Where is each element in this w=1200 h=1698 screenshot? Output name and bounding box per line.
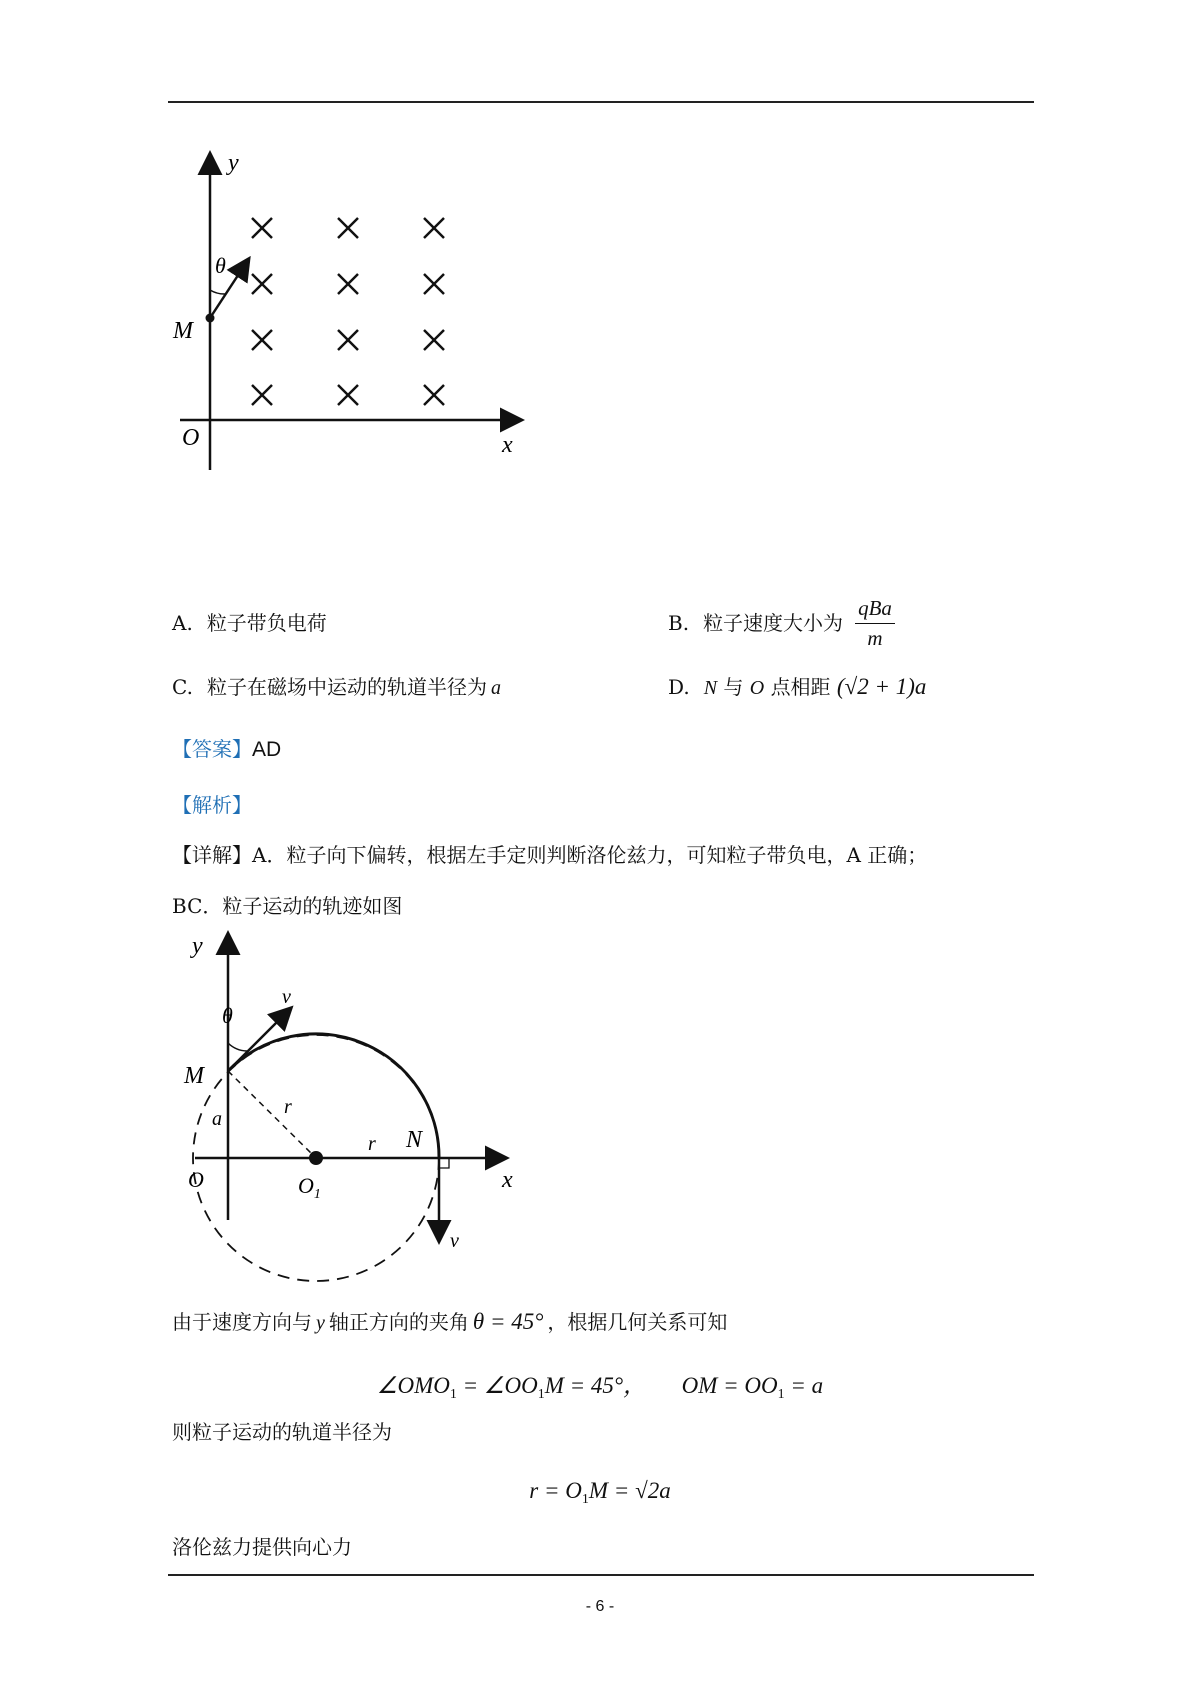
speed-line-post: ，根据几何关系可知 (547, 1310, 728, 1334)
eq1-sub-a: 1 (449, 1387, 457, 1402)
v-bottom-label: v (450, 1230, 459, 1252)
point-m-label: M (173, 318, 193, 344)
option-c-var: a (490, 677, 501, 699)
lorentz-line: 洛伦兹力提供向心力 (172, 1535, 352, 1559)
eq1-part3: M = 45°， (544, 1373, 647, 1398)
option-d-n: N (703, 677, 718, 699)
figure-trajectory (180, 925, 540, 1295)
answer-line (172, 737, 281, 762)
eq1-part4: OM = OO (681, 1373, 778, 1398)
a-label: a (212, 1108, 222, 1130)
page-number: - 6 - (585, 1598, 615, 1615)
speed-line-mid: 轴正方向的夹角 (328, 1310, 469, 1334)
detail-line-2: BC．粒子运动的轨迹如图 (172, 894, 403, 918)
option-b-prefix: B. (668, 611, 690, 635)
right-angle-mark (439, 1158, 449, 1168)
eq1-sub-b: 1 (537, 1387, 545, 1402)
bottom-rule (168, 1574, 1034, 1576)
option-c-text: 粒子在磁场中运动的轨道半径为 (206, 675, 487, 699)
option-a-prefix: A. (172, 611, 193, 635)
r-label-axis: r (368, 1133, 376, 1155)
option-a (172, 611, 327, 635)
eq1-part2: = ∠OO (456, 1373, 538, 1398)
answer-label: 【答案】 (172, 737, 252, 761)
option-d (668, 675, 926, 700)
option-b-fraction (855, 596, 895, 651)
center-o1 (309, 1151, 323, 1165)
top-rule (168, 101, 1034, 103)
eq1-sub-c: 1 (777, 1387, 785, 1402)
option-b-text: 粒子速度大小为 (703, 611, 844, 635)
v-top-label: v (282, 986, 291, 1008)
point-n-label: N (406, 1127, 423, 1153)
option-c (172, 675, 501, 700)
option-c-prefix: C. (172, 675, 193, 699)
speed-line (172, 1310, 727, 1335)
y-axis-label: y (228, 150, 239, 176)
option-d-o: O (749, 677, 765, 699)
detail-line-1: 【详解】A．粒子向下偏转，根据左手定则判断洛伦兹力，可知粒子带负电，A 正确； (172, 843, 928, 867)
equation-1 (0, 1367, 1200, 1403)
option-d-formula: (√2 + 1)a (836, 674, 927, 699)
angle-arc (210, 290, 226, 294)
theta-label: θ (222, 1003, 233, 1028)
answer-value: AD (252, 738, 282, 761)
angle-arc (228, 1043, 247, 1051)
fraction-denominator: m (867, 626, 883, 650)
y-axis-label: y (192, 933, 203, 959)
option-d-mid: 与 (723, 675, 744, 699)
x-axis-label: x (502, 1167, 513, 1193)
origin-label: O (182, 425, 200, 451)
eq1-part1: ∠OMO (376, 1373, 450, 1398)
origin-label: O (188, 1167, 204, 1192)
eq2-a: r = O (529, 1478, 582, 1503)
r-label-diag: r (284, 1096, 292, 1118)
speed-line-y: y (316, 1312, 325, 1334)
field-crosses (252, 218, 444, 405)
fraction-numerator: qBa (858, 596, 892, 620)
x-axis-label: x (502, 432, 513, 458)
point-m-label: M (184, 1063, 204, 1089)
eq1-part5: = a (784, 1373, 824, 1398)
radius-dashed (228, 1071, 316, 1158)
eq2-b: M = √2a (588, 1478, 671, 1503)
option-a-text: 粒子带负电荷 (206, 611, 327, 635)
figure-magnetic-field (170, 140, 570, 500)
option-d-text: 点相距 (770, 675, 831, 699)
eq2-sub: 1 (581, 1492, 589, 1507)
option-b (668, 611, 843, 635)
speed-line-eq: θ = 45° (472, 1309, 544, 1334)
radius-line: 则粒子运动的轨道半径为 (172, 1420, 392, 1444)
theta-label: θ (215, 253, 226, 278)
analysis-label: 【解析】 (172, 793, 252, 817)
option-d-prefix: D. (668, 675, 690, 699)
speed-line-pre: 由于速度方向与 (172, 1310, 312, 1334)
equation-2 (0, 1478, 1200, 1508)
center-label: $O_1$ (298, 1173, 321, 1202)
